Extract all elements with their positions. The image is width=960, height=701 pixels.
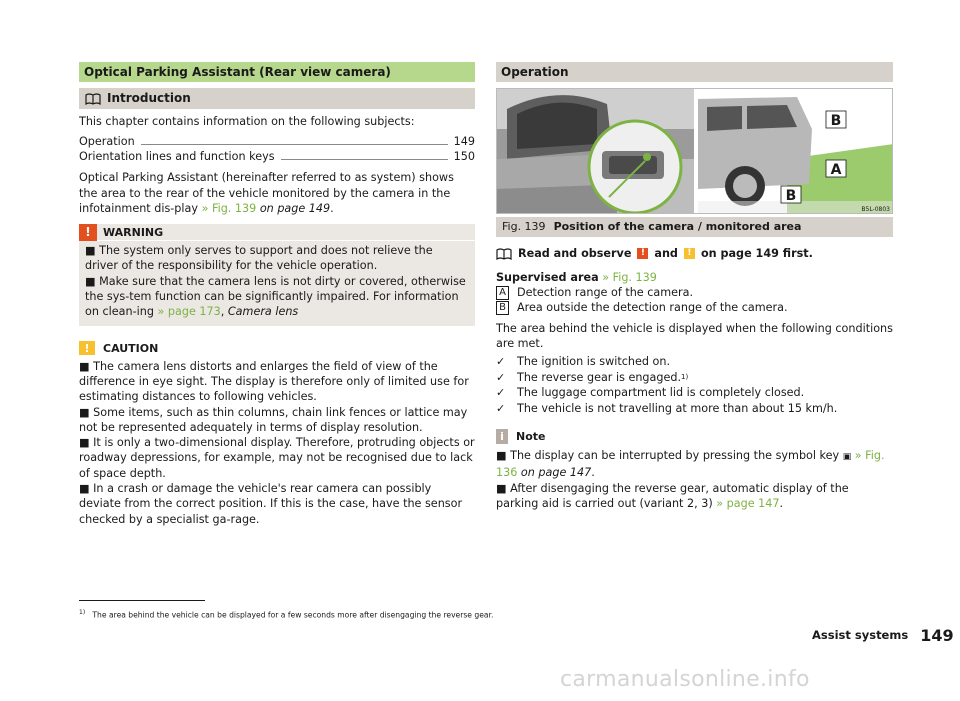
- footnote-divider: [79, 600, 205, 601]
- area-text: Detection range of the camera.: [517, 286, 694, 300]
- condition-item: [496, 401, 893, 417]
- check-icon: ✓: [496, 401, 506, 415]
- fig-link[interactable]: » Fig. 136: [496, 449, 885, 480]
- area-text: Area outside the detection range of the camera.: [517, 301, 788, 315]
- section-heading: Optical Parking Assistant (Rear view camera): [79, 62, 475, 82]
- book-icon: [496, 248, 512, 260]
- note-bullet: [496, 448, 893, 481]
- check-icon: ✓: [496, 370, 506, 384]
- figure-label-a: A: [830, 162, 842, 178]
- toc-item-page: 150: [453, 150, 475, 163]
- figure-number: Fig. 139: [502, 220, 546, 233]
- page-link[interactable]: » page 147: [716, 497, 780, 511]
- figure-label-b-bottom: B: [785, 188, 797, 204]
- caution-title-label: CAUTION: [103, 341, 159, 355]
- caution-title: [79, 340, 475, 357]
- note-text: ■ The display can be interrupted by pressing the symbol key: [496, 449, 843, 463]
- warning-title: [79, 224, 475, 241]
- area-item: [496, 301, 893, 316]
- intro-text: This chapter contains information on the following subjects:: [79, 115, 415, 128]
- paragraph-end: .: [330, 201, 334, 215]
- toc-item[interactable]: [79, 134, 475, 149]
- condition-text: The luggage compartment lid is completely closed.: [517, 386, 805, 400]
- note-end: .: [779, 497, 784, 511]
- paragraph-text: Optical Parking Assistant (hereinafter referred to as system) shows the area to the rear of the vehicle monitored by the camera in the infotainment dis-play: [79, 171, 454, 215]
- note-body: [496, 448, 893, 511]
- warning-title-label: WARNING: [103, 225, 164, 239]
- toc-item-label: Operation: [79, 135, 135, 148]
- warning-bullet: [85, 274, 469, 320]
- fig-link[interactable]: » Fig. 139: [201, 201, 257, 215]
- info-icon: i: [496, 429, 508, 444]
- figure-caption: [496, 217, 893, 237]
- footer-section: Assist systems: [812, 628, 909, 642]
- caution-mini-icon: !: [684, 248, 695, 259]
- conditions-intro: The area behind the vehicle is displayed when the following conditions are met.: [496, 321, 893, 350]
- figure-label-b-top: B: [830, 113, 842, 129]
- note-bullet: [496, 481, 893, 512]
- area-tag: A: [496, 286, 509, 300]
- intro-paragraph: [79, 170, 475, 216]
- page-ref: on page 149: [256, 201, 331, 215]
- supervised-area-line: [496, 270, 893, 285]
- toc-list: [79, 134, 475, 164]
- exclamation-icon: !: [79, 224, 97, 241]
- read-text: Read and observe: [518, 247, 632, 260]
- figure-illustration: [497, 89, 893, 214]
- warning-ref: Camera lens: [227, 305, 299, 319]
- toc-item-label: Orientation lines and function keys: [79, 150, 275, 163]
- note-title: [496, 428, 893, 445]
- camera-key-icon: ▣: [842, 452, 852, 463]
- caution-body: [79, 359, 475, 527]
- condition-item: [496, 385, 893, 401]
- condition-text: The ignition is switched on.: [517, 355, 670, 369]
- caution-icon: !: [79, 341, 95, 355]
- page-number: 149: [920, 626, 954, 645]
- intro-heading: [79, 88, 475, 109]
- note-end: .: [591, 466, 595, 480]
- footnote-mark: 1): [79, 609, 86, 616]
- warning-body: [79, 241, 475, 319]
- fig-link[interactable]: » Fig. 139: [602, 271, 657, 285]
- read-text-end: on page 149 first.: [700, 247, 813, 260]
- page-link[interactable]: » page 173: [157, 305, 221, 319]
- left-column: [79, 62, 475, 527]
- watermark: carmanualsonline.info: [560, 667, 810, 692]
- footnote-ref[interactable]: 1): [681, 372, 689, 381]
- toc-item[interactable]: [79, 149, 475, 164]
- supervised-label: Supervised area: [496, 271, 599, 285]
- area-tag: B: [496, 301, 509, 315]
- page-ref: on page 147: [517, 466, 592, 480]
- condition-text: The vehicle is not travelling at more than about 15 km/h.: [517, 401, 838, 415]
- area-item: [496, 286, 893, 301]
- warning-bullet-text: ■ Make sure that the camera lens is not dirty or covered, otherwise the sys-tem function can be significantly impaired. For information on clean-ing: [85, 274, 466, 319]
- caution-bullet: ■ Some items, such as thin columns, chain link fences or lattice may not be represented adequately in terms of display resolution.: [79, 405, 468, 434]
- warning-mini-icon: !: [637, 248, 648, 259]
- toc-item-page: 149: [453, 135, 475, 148]
- warning-sep: ,: [220, 305, 228, 319]
- note-title-label: Note: [516, 430, 546, 444]
- conditions-list: [496, 354, 893, 416]
- toc-leader: [141, 144, 448, 145]
- figure-title: Position of the camera / monitored area: [553, 220, 802, 233]
- area-list: [496, 286, 893, 316]
- caution-bullet: ■ It is only a two-dimensional display. Therefore, protruding objects or roadway depressions, for example, may not be recognised due to lack of space depth.: [79, 436, 475, 480]
- condition-item: [496, 354, 893, 370]
- warning-bullet: ■ The system only serves to support and does not relieve the driver of the responsibility for the vehicle operation.: [85, 244, 433, 273]
- read-observe-line: [496, 246, 893, 261]
- figure-image: [496, 88, 893, 214]
- section-heading: Operation: [496, 62, 893, 82]
- figure-code: B5L-0803: [861, 206, 890, 213]
- note-text: ■ After disengaging the reverse gear, automatic display of the parking aid is carried out (variant 2, 3): [496, 481, 849, 511]
- warning-box: [79, 224, 475, 325]
- toc-leader: [281, 159, 448, 160]
- check-icon: ✓: [496, 355, 506, 369]
- right-column: [496, 62, 893, 511]
- check-icon: ✓: [496, 386, 506, 400]
- read-and: and: [654, 247, 678, 260]
- caution-bullet: ■ In a crash or damage the vehicle's rear camera can possibly deviate from the correct position. If this is the case, have the sensor checked by a specialist ga-rage.: [79, 482, 463, 526]
- footnote-text: The area behind the vehicle can be displayed for a few seconds more after disengaging the reverse gear.: [92, 610, 494, 620]
- caution-bullet: ■ The camera lens distorts and enlarges the field of view of the difference in eye sight. The display is therefore only of limited use for estimating distances to following vehicles.: [79, 359, 469, 404]
- book-icon: [85, 93, 101, 105]
- condition-item: [496, 370, 893, 386]
- footnote: [79, 605, 493, 623]
- condition-text: The reverse gear is engaged.: [517, 370, 682, 384]
- intro-heading-label: Introduction: [107, 90, 191, 105]
- page-footer: [812, 628, 954, 643]
